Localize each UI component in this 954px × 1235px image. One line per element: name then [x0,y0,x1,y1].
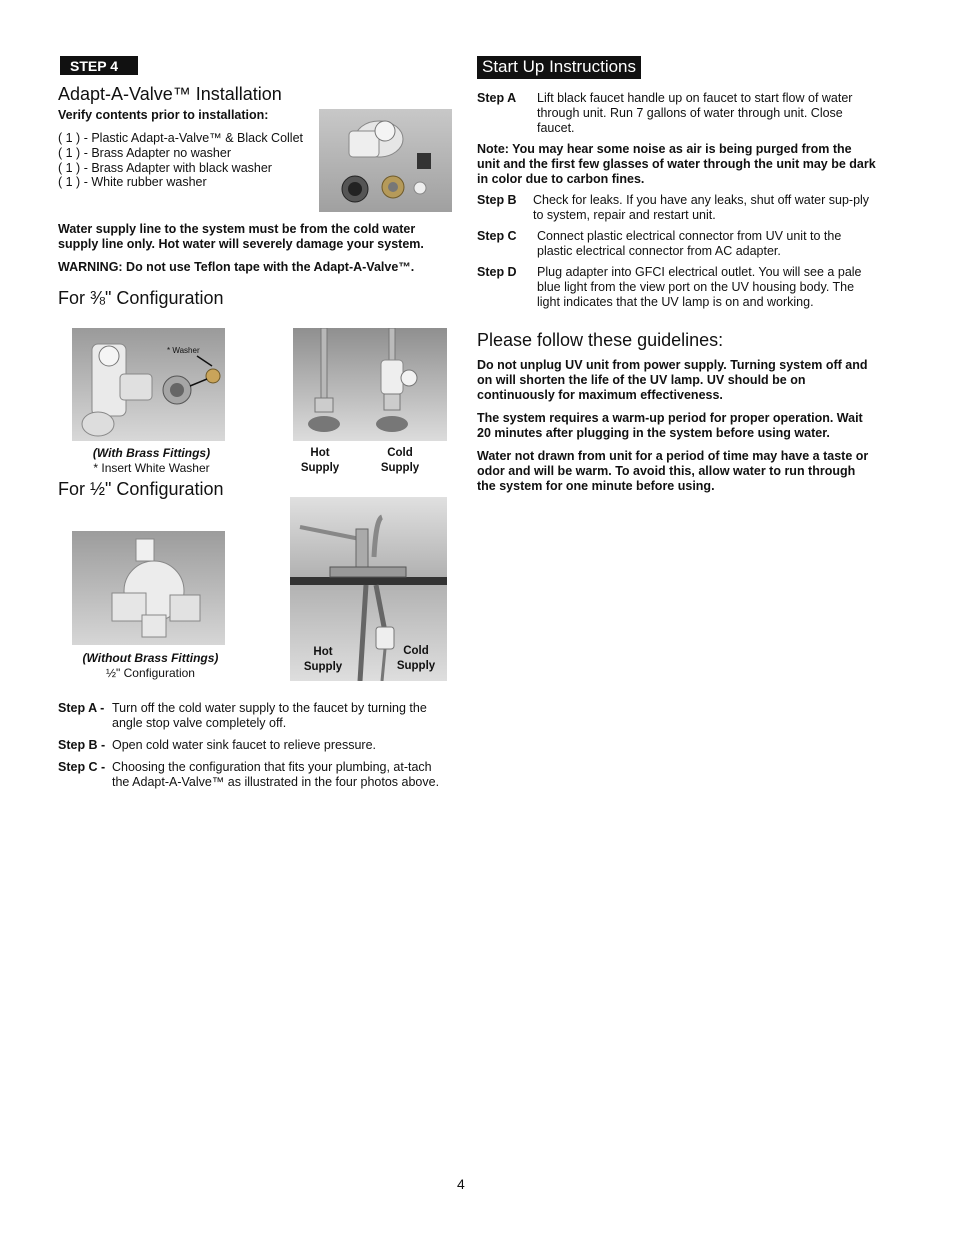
supply-valves-photo [293,328,447,441]
caption-12-italic: (Without Brass Fittings) [82,651,219,665]
list-item: ( 1 ) - White rubber washer [58,175,207,190]
warning-note: WARNING: Do not use Teflon tape with the Adapt-A-Valve™. [58,260,415,274]
water-supply-note: Water supply line to the system must be from the cold water supply line only. Hot water will severely damage your system. [58,222,424,251]
list-item: Step D Plug adapter into GFCI electrical outlet. You will see a pale blue light from the view port on the UV housing body. The light indicates that the UV lamp is on and working. [477,265,862,309]
list-item: Step C Connect plastic electrical connector from UV unit to the plastic electrical connector from AC adapter. [477,229,842,258]
config-38-title: For ⅜" Configuration [58,288,224,308]
caption-38-note: * Insert White Washer [93,461,210,475]
no-brass-fittings-photo [72,531,225,645]
config-12-title: For ½" Configuration [58,479,224,499]
list-item: Step C - Choosing the configuration that fits your plumbing, at-tach the Adapt-A-Valve™ as illustrated in the four photos above. [58,760,440,789]
list-item: Step A Lift black faucet handle up on faucet to start flow of water through unit. Run 7 gallons of water through unit. Close faucet. [477,91,853,135]
guideline-item: Do not unplug UV unit from power supply. Turning system off and on will shorten the life of the UV lamp. UV should be on continuously for maximum effectiveness. [477,358,868,402]
list-item: Step B Check for leaks. If you have any leaks, shut off water sup-ply to system, repair and restart unit. [477,193,870,222]
page-number: 4 [457,1176,465,1192]
list-item: ( 1 ) - Brass Adapter with black washer [58,160,272,175]
startup-note: Note: You may hear some noise as air is being purged from the unit and the first few glasses of water through the unit may be dark in color due to carbon fines. [477,142,876,186]
install-title: Adapt-A-Valve™ Installation [58,84,282,104]
list-item: ( 1 ) - Plastic Adapt-a-Valve™ & Black Collet [58,131,303,145]
hot-supply-label-12: Hot Supply [303,646,343,673]
caption-38-italic: (With Brass Fittings) [92,446,211,460]
caption-12-note: ½" Configuration [106,666,195,680]
parts-photo [319,109,452,212]
list-item: Step B - Open cold water sink faucet to relieve pressure. [58,738,377,752]
cold-supply-label-12: Cold Supply [396,645,436,672]
startup-title: Start Up Instructions [477,56,641,79]
supply-notes [58,222,448,275]
install-steps [58,701,442,797]
list-item: Step A - Turn off the cold water supply to the faucet by turning the angle stop valve completely off. [58,701,427,730]
step-badge: STEP 4 [60,56,138,75]
cold-supply-label-38: Cold Supply [380,447,420,474]
caption-38 [58,446,245,476]
brass-fittings-photo [72,328,225,441]
list-item: ( 1 ) - Brass Adapter no washer [58,145,231,160]
guidelines-title: Please follow these guidelines: [477,330,724,350]
guideline-item: The system requires a warm-up period for proper operation. Wait 20 minutes after plugging in the system before using water. [477,411,863,440]
right-column [477,56,877,494]
hot-supply-label-38: Hot Supply [300,447,340,474]
washer-label: * Washer [167,346,200,355]
caption-12 [58,651,243,681]
verify-label: Verify contents prior to installation: [58,108,269,122]
guideline-item: Water not drawn from unit for a period of time may have a taste or odor and will be warm. To avoid this, allow water to run through the system for one minute before using. [477,449,869,493]
